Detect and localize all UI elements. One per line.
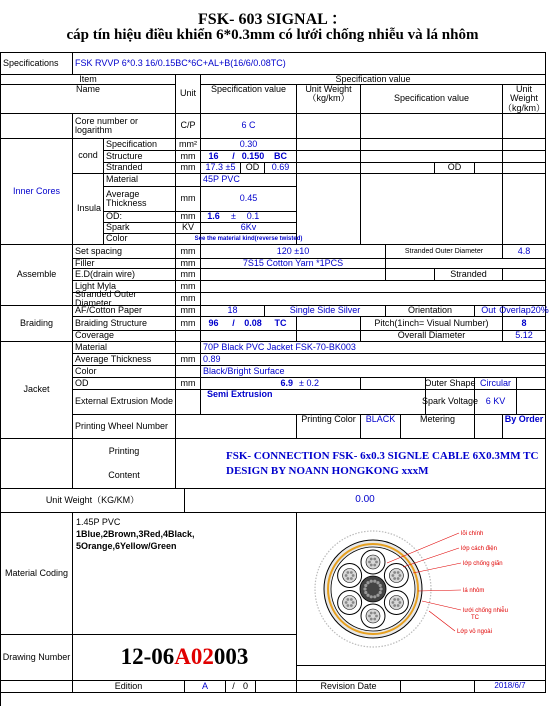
conductor-strand	[352, 601, 355, 604]
center-strand	[379, 587, 382, 590]
header-spec-value-1: Specification value	[201, 85, 297, 114]
revision-blank	[401, 681, 475, 693]
diagram-label-filler: lớp chống giãn	[463, 561, 503, 567]
title-line-2: cáp tín hiệu điều khiển 6*0.3mm có lưới chống nhiễu và lá nhôm	[66, 27, 479, 43]
jacket-ext-unit	[176, 390, 201, 415]
inner-avg-unit: mm	[176, 187, 201, 212]
braiding-orient-label: Orientation	[386, 306, 475, 317]
inner-od-label: OD	[241, 163, 265, 174]
conductor-strand	[373, 612, 376, 615]
jacket-pc-label: Printing Color	[297, 415, 361, 439]
assemble-filler-value: 7S15 Cotton Yarn *1PCS	[201, 259, 386, 269]
spec-label: Specifications	[1, 53, 73, 75]
inner-spec-value: 0.30	[201, 139, 297, 151]
center-strand	[366, 594, 369, 597]
inner-material-label: Material	[104, 174, 176, 187]
jacket-od-unit: mm	[176, 378, 201, 390]
header-name: Name	[1, 85, 176, 114]
braiding-cov-unit	[176, 331, 201, 342]
jacket-color-unit	[176, 366, 201, 378]
braiding-struct-unit: mm	[176, 317, 201, 331]
drawing-blank	[297, 666, 546, 681]
inner-stranded-spec-2	[361, 163, 435, 174]
braiding-struct-label: Braiding Structure	[73, 317, 176, 331]
jacket-od-b: ± 0.2	[297, 378, 361, 390]
jacket-shape-value: Circular	[475, 378, 517, 390]
material-coding-content	[73, 513, 297, 635]
header-unit-weight-2: Unit Weight（kg/km）	[503, 84, 546, 113]
inner-stranded-od-label: OD	[435, 163, 475, 174]
center-strand	[373, 580, 376, 583]
spec-value: FSK RVVP 6*0.3 16/0.15BC*6C+AL+B(16/6/0.08TC)	[73, 53, 546, 75]
diagram-label-tc: TC	[471, 615, 479, 621]
center-strand	[379, 584, 382, 587]
conductor-strand	[391, 574, 394, 577]
drawing-prefix: 12-06	[120, 644, 175, 670]
inner-insula-weight-1	[297, 174, 361, 245]
braiding-struct-b: 0.08	[241, 317, 265, 331]
assemble-sod2-unit: mm	[176, 293, 201, 306]
center-strand	[370, 580, 373, 583]
assemble-ed-stranded-value	[503, 269, 546, 281]
braiding-group: Braiding	[1, 306, 73, 342]
edition-label: Edition	[73, 681, 185, 693]
drawing-number	[73, 635, 297, 681]
material-coding-label: Material Coding	[1, 513, 73, 635]
inner-cores-group: Inner Cores	[1, 139, 73, 245]
jacket-ext-value: Semi Extrusion	[201, 390, 426, 415]
inner-structure-spec-2	[361, 151, 503, 163]
conductor-strand	[393, 604, 396, 607]
core-spec-2	[361, 114, 503, 139]
conductor-strand	[345, 574, 348, 577]
center-strand	[363, 587, 366, 590]
assemble-set-unit: mm	[176, 245, 201, 259]
braiding-pitch-label: Pitch(1inch= Visual Number)	[361, 317, 503, 331]
jacket-pw-value	[176, 415, 297, 439]
inner-structure-weight-2	[503, 151, 546, 163]
conductor-strand	[346, 571, 349, 574]
conductor-strand	[397, 598, 400, 601]
core-blank	[1, 114, 73, 139]
conductor-strand	[398, 601, 401, 604]
printing-label-cell	[73, 439, 176, 489]
conductor-strand	[391, 601, 394, 604]
core-unit: C/P	[176, 114, 201, 139]
drawing-suffix: 003	[213, 644, 249, 670]
conductor-strand	[370, 564, 373, 567]
jacket-material-label: Material	[73, 342, 176, 354]
weight-label: Unit Weight（KG/KM）	[1, 489, 185, 513]
assemble-ed-stranded: Stranded	[435, 269, 503, 281]
inner-stranded-weight-2	[503, 163, 546, 174]
assemble-set-value: 120 ±10	[201, 245, 386, 259]
printing-label-2: Content	[108, 470, 140, 481]
printing-blank	[1, 439, 73, 489]
inner-color-label: Color	[104, 234, 176, 245]
jacket-od-number: 6.9	[280, 377, 293, 388]
inner-spark-unit: KV	[176, 223, 201, 234]
inner-structure-weight-1	[297, 151, 361, 163]
printing-label-1: Printing	[108, 445, 140, 456]
cable-cross-section-diagram	[291, 515, 551, 663]
conductor-strand	[350, 598, 353, 601]
inner-material-unit	[176, 174, 201, 187]
material-coding-line-3: 5Orange,6Yellow/Green	[76, 541, 177, 552]
braiding-od-label: Overall Diameter	[361, 331, 503, 342]
inner-spec-spec-2	[361, 139, 503, 151]
jacket-avg-unit: mm	[176, 354, 201, 366]
inner-spark-label: Spark	[104, 223, 176, 234]
braiding-af-value: 18	[201, 306, 265, 317]
inner-od2-c: 0.1	[241, 212, 265, 223]
braiding-pitch-value: 8	[503, 317, 546, 331]
center-strand	[364, 584, 367, 587]
assemble-ed-value	[201, 269, 386, 281]
diagram-label-insulation: lớp cách điện	[461, 546, 497, 552]
inner-od2-unit: mm	[176, 212, 201, 223]
inner-stranded-value: 17.3 ±5	[201, 163, 241, 174]
header-spec-value: Specification value	[201, 75, 546, 85]
center-strand	[379, 591, 382, 594]
jacket-pw-label: Printing Wheel Number	[73, 415, 176, 439]
center-strand	[376, 594, 379, 597]
conductor-strand	[350, 577, 353, 580]
assemble-filler-unit: mm	[176, 259, 201, 269]
edition-b: 0	[241, 681, 256, 693]
inner-spark-value: 6Kv	[201, 223, 297, 234]
assemble-sod2-label: Stranded Outer Diameter	[73, 293, 176, 306]
conductor-strand	[393, 577, 396, 580]
conductor-strand	[346, 598, 349, 601]
printing-text-2: DESIGN BY NOANN HONGKONG xxxM	[226, 464, 429, 477]
braiding-struct-blank	[297, 317, 361, 331]
braiding-af-unit: mm	[176, 306, 201, 317]
jacket-shape-blank	[517, 378, 546, 390]
drawing-label: Drawing Number	[1, 635, 73, 681]
inner-insula-spec-2	[361, 174, 503, 245]
conductor-strand	[375, 561, 378, 564]
footer-blank	[1, 681, 73, 693]
edition-a: A	[185, 681, 226, 693]
revision-label: Revision Date	[297, 681, 401, 693]
conductor-strand	[352, 574, 355, 577]
conductor-strand	[350, 571, 353, 574]
inner-spec-weight-1	[297, 139, 361, 151]
header-unit-weight-1: Unit Weight（kg/km）	[297, 85, 361, 114]
assemble-ed-label: E.D(drain wire)	[73, 269, 176, 281]
core-weight-1	[297, 114, 361, 139]
jacket-color-value: Black/Bright Surface	[201, 366, 546, 378]
inner-cond-label: cond	[73, 139, 104, 174]
assemble-light-unit: mm	[176, 281, 201, 293]
jacket-avg-value: 0.89	[201, 354, 546, 366]
jacket-meter-value: By Order	[503, 415, 546, 439]
jacket-meter-label: Metering	[401, 415, 475, 439]
jacket-meter-blank	[475, 415, 503, 439]
braiding-struct-a: 96	[201, 317, 226, 331]
conductor-strand	[397, 577, 400, 580]
jacket-color-label: Color	[73, 366, 176, 378]
assemble-ed-blank	[386, 269, 435, 281]
jacket-od-blank	[361, 378, 426, 390]
inner-stranded-od-value	[475, 163, 503, 174]
braiding-af-label: AF/Cotton Paper	[73, 306, 176, 317]
diagram-label-jacket: Lớp vỏ ngoài	[457, 629, 492, 635]
inner-od-value: 0.69	[265, 163, 297, 174]
center-strand	[370, 595, 373, 598]
title-line-1: FSK- 603 SIGNAL ：	[198, 11, 347, 28]
inner-structure-label: Structure	[104, 151, 176, 163]
leader-line	[422, 601, 461, 610]
printing-content	[176, 439, 546, 489]
inner-color-value: See the material kind(reverse twisted)	[201, 234, 297, 245]
inner-avg-value: 0.45	[201, 187, 297, 212]
conductor-strand	[346, 604, 349, 607]
jacket-spark-label: Spark Voltage	[426, 390, 475, 415]
braiding-cov-label: Coverage	[73, 331, 176, 342]
conductor-strand	[368, 615, 371, 618]
inner-structure-b: 0.150	[241, 151, 265, 163]
core-weight-2	[503, 114, 546, 139]
braiding-struct-c: TC	[265, 317, 297, 331]
inner-spec-weight-2	[503, 139, 546, 151]
braiding-od-value: 5.12	[503, 331, 546, 342]
assemble-light-label: Light Myla	[73, 281, 176, 293]
inner-structure-c: BC	[265, 151, 297, 163]
inner-material-value: 45P PVC	[201, 174, 297, 187]
material-coding-line-1: 1.45P PVC	[76, 517, 121, 527]
header-spec-value-2: Specification value	[361, 85, 503, 114]
assemble-sod-value: 4.8	[503, 245, 546, 259]
assemble-sod-label: Stranded Outer Diameter	[386, 245, 503, 259]
conductor-strand	[398, 574, 401, 577]
inner-avg-label: Average Thickness	[104, 187, 176, 212]
braiding-orient-value: Out	[475, 306, 503, 317]
diagram-label-main-core: lõi chính	[461, 531, 484, 537]
jacket-group: Jacket	[1, 342, 73, 439]
inner-structure-unit: mm	[176, 151, 201, 163]
inner-od2-blank	[265, 212, 297, 223]
jacket-od-label: OD	[73, 378, 176, 390]
jacket-avg-label: Average Thickness	[73, 354, 176, 366]
printing-text-1: FSK- CONNECTION FSK- 6x0.3 SIGNLE CABLE 6X0.3MM TC	[226, 450, 539, 463]
assemble-filler-blank	[386, 259, 546, 269]
braiding-cov-blank	[297, 331, 361, 342]
cross-section-cell	[297, 513, 546, 666]
conductor-strand	[370, 618, 373, 621]
leader-line	[429, 611, 455, 631]
title-block	[0, 0, 545, 50]
conductor-strand	[346, 577, 349, 580]
conductor-strand	[393, 598, 396, 601]
jacket-material-unit	[176, 342, 201, 354]
assemble-ed-unit: mm	[176, 269, 201, 281]
weight-value: 0.00	[185, 489, 546, 513]
center-strand	[366, 581, 369, 584]
spec-table	[0, 52, 549, 706]
inner-spec-unit: mm²	[176, 139, 201, 151]
jacket-spark-blank	[517, 390, 546, 415]
edition-sep: /	[226, 681, 241, 693]
conductor-strand	[373, 564, 376, 567]
braiding-cov-value	[201, 331, 297, 342]
conductor-strand	[350, 604, 353, 607]
leader-line	[413, 563, 461, 573]
inner-spec-label: Specification	[104, 139, 176, 151]
core-label: Core number or logarithm	[73, 114, 176, 139]
leader-line	[418, 590, 461, 591]
conductor-strand	[375, 615, 378, 618]
inner-stranded-weight-1	[297, 163, 361, 174]
drawing-mid: A02	[174, 644, 214, 670]
inner-od2-label: OD:	[104, 212, 176, 223]
conductor-strand	[397, 604, 400, 607]
conductor-strand	[368, 561, 371, 564]
inner-structure-sep: /	[226, 151, 241, 163]
assemble-light-value	[201, 281, 546, 293]
revision-value: 2018/6/7	[475, 681, 546, 693]
leader-line	[403, 548, 459, 567]
assemble-group: Assemble	[1, 245, 73, 306]
inner-od2-a: 1.6	[201, 212, 226, 223]
conductor-strand	[345, 601, 348, 604]
conductor-strand	[370, 612, 373, 615]
material-coding-line-2: 1Blue,2Brown,3Red,4Black,	[76, 529, 195, 540]
jacket-material-value: 70P Black PVC Jacket FSK-70-BK003	[201, 342, 546, 354]
conductor-strand	[397, 571, 400, 574]
jacket-ext-label: External Extrusion Mode	[73, 390, 176, 415]
inner-stranded-unit: mm	[176, 163, 201, 174]
center-strand	[376, 581, 379, 584]
assemble-sod2-value	[201, 293, 546, 306]
conductor-strand	[373, 558, 376, 561]
core-value: 6 C	[201, 114, 297, 139]
diagram-label-braid: lưới chống nhiễu	[463, 608, 508, 614]
assemble-filler-label: Filler	[73, 259, 176, 269]
braiding-overlap: Overlap20%	[499, 305, 549, 316]
header-unit: Unit	[176, 75, 201, 114]
conductor-strand	[373, 618, 376, 621]
header-item: Item	[1, 75, 176, 85]
edition-blank	[256, 681, 297, 693]
jacket-pc-value: BLACK	[361, 415, 401, 439]
assemble-set-label: Set spacing	[73, 245, 176, 259]
conductor-strand	[370, 558, 373, 561]
center-strand	[364, 591, 367, 594]
braiding-struct-sep: /	[226, 317, 241, 331]
conductor-strand	[393, 571, 396, 574]
inner-insula-label: Insula	[73, 174, 104, 245]
jacket-spark-value: 6 KV	[475, 390, 517, 415]
inner-insula-weight-2	[503, 174, 546, 245]
inner-structure-a: 16	[201, 151, 226, 163]
jacket-shape-label: Outer Shape	[426, 378, 475, 390]
braiding-af-type: Single Side Silver	[265, 306, 386, 317]
inner-od2-b: ±	[226, 212, 241, 223]
diagram-label-foil: lá nhôm	[463, 588, 485, 594]
inner-stranded-label: Stranded	[104, 163, 176, 174]
center-strand	[373, 595, 376, 598]
